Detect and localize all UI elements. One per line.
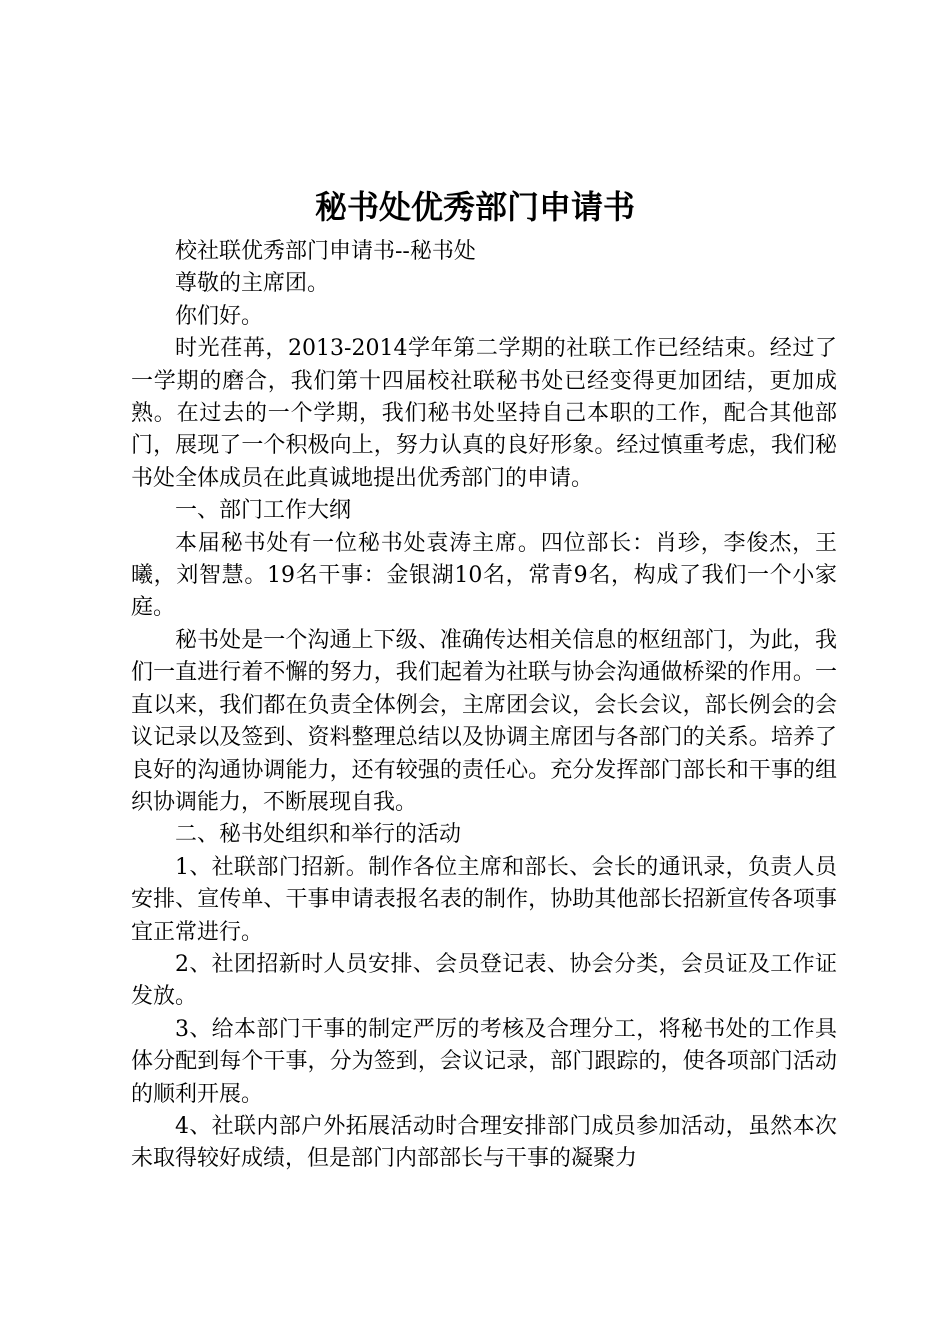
document-body	[131, 236, 837, 1176]
list-item-activity-2: 2、社团招新时人员安排、会员登记表、协会分类，会员证及工作证发放。	[131, 951, 837, 1010]
document-title: 秘书处优秀部门申请书	[314, 188, 635, 226]
paragraph-members: 本届秘书处有一位秘书处袁涛主席。四位部长：肖珍，李俊杰，王曦，刘智慧。19名干事：金银湖10名，常青9名，构成了我们一个小家庭。	[131, 530, 837, 621]
list-item-activity-1: 1、社联部门招新。制作各位主席和部长、会长的通讯录，负责人员安排、宣传单、干事申请表报名表的制作，协助其他部长招新宣传各项事宜正常进行。	[131, 854, 837, 945]
paragraph-salutation: 尊敬的主席团。	[175, 271, 330, 297]
list-item-activity-4: 4、社联内部户外拓展活动时合理安排部门成员参加活动，虽然本次未取得较好成绩，但是部门内部部长与干事的凝聚力	[131, 1113, 837, 1172]
paragraph-role: 秘书处是一个沟通上下级、准确传达相关信息的枢纽部门，为此，我们一直进行着不懈的努力，我们起着为社联与协会沟通做桥梁的作用。一直以来，我们都在负责全体例会，主席团会议，会长会议，部长例会的会议记录以及签到、资料整理总结以及协调主席团与各部门的关系。培养了良好的沟通协调能力，还有较强的责任心。充分发挥部门部长和干事的组织协调能力，不断展现自我。	[131, 627, 837, 815]
section-heading-activities: 二、秘书处组织和举行的活动	[175, 822, 462, 848]
section-heading-outline: 一、部门工作大纲	[175, 498, 352, 524]
paragraph-greeting: 你们好。	[175, 303, 264, 329]
paragraph-subtitle: 校社联优秀部门申请书--秘书处	[175, 239, 476, 264]
list-item-activity-3: 3、给本部门干事的制定严厉的考核及合理分工，将秘书处的工作具体分配到每个干事，分为签到，会议记录，部门跟踪的，使各项部门活动的顺利开展。	[131, 1016, 837, 1107]
paragraph-intro: 时光荏苒，2013-2014学年第二学期的社联工作已经结束。经过了一学期的磨合，我们第十四届校社联秘书处已经变得更加团结，更加成熟。在过去的一个学期，我们秘书处坚持自己本职的工作，配合其他部门，展现了一个积极向上，努力认真的良好形象。经过慎重考虑，我们秘书处全体成员在此真诚地提出优秀部门的申请。	[131, 336, 837, 491]
